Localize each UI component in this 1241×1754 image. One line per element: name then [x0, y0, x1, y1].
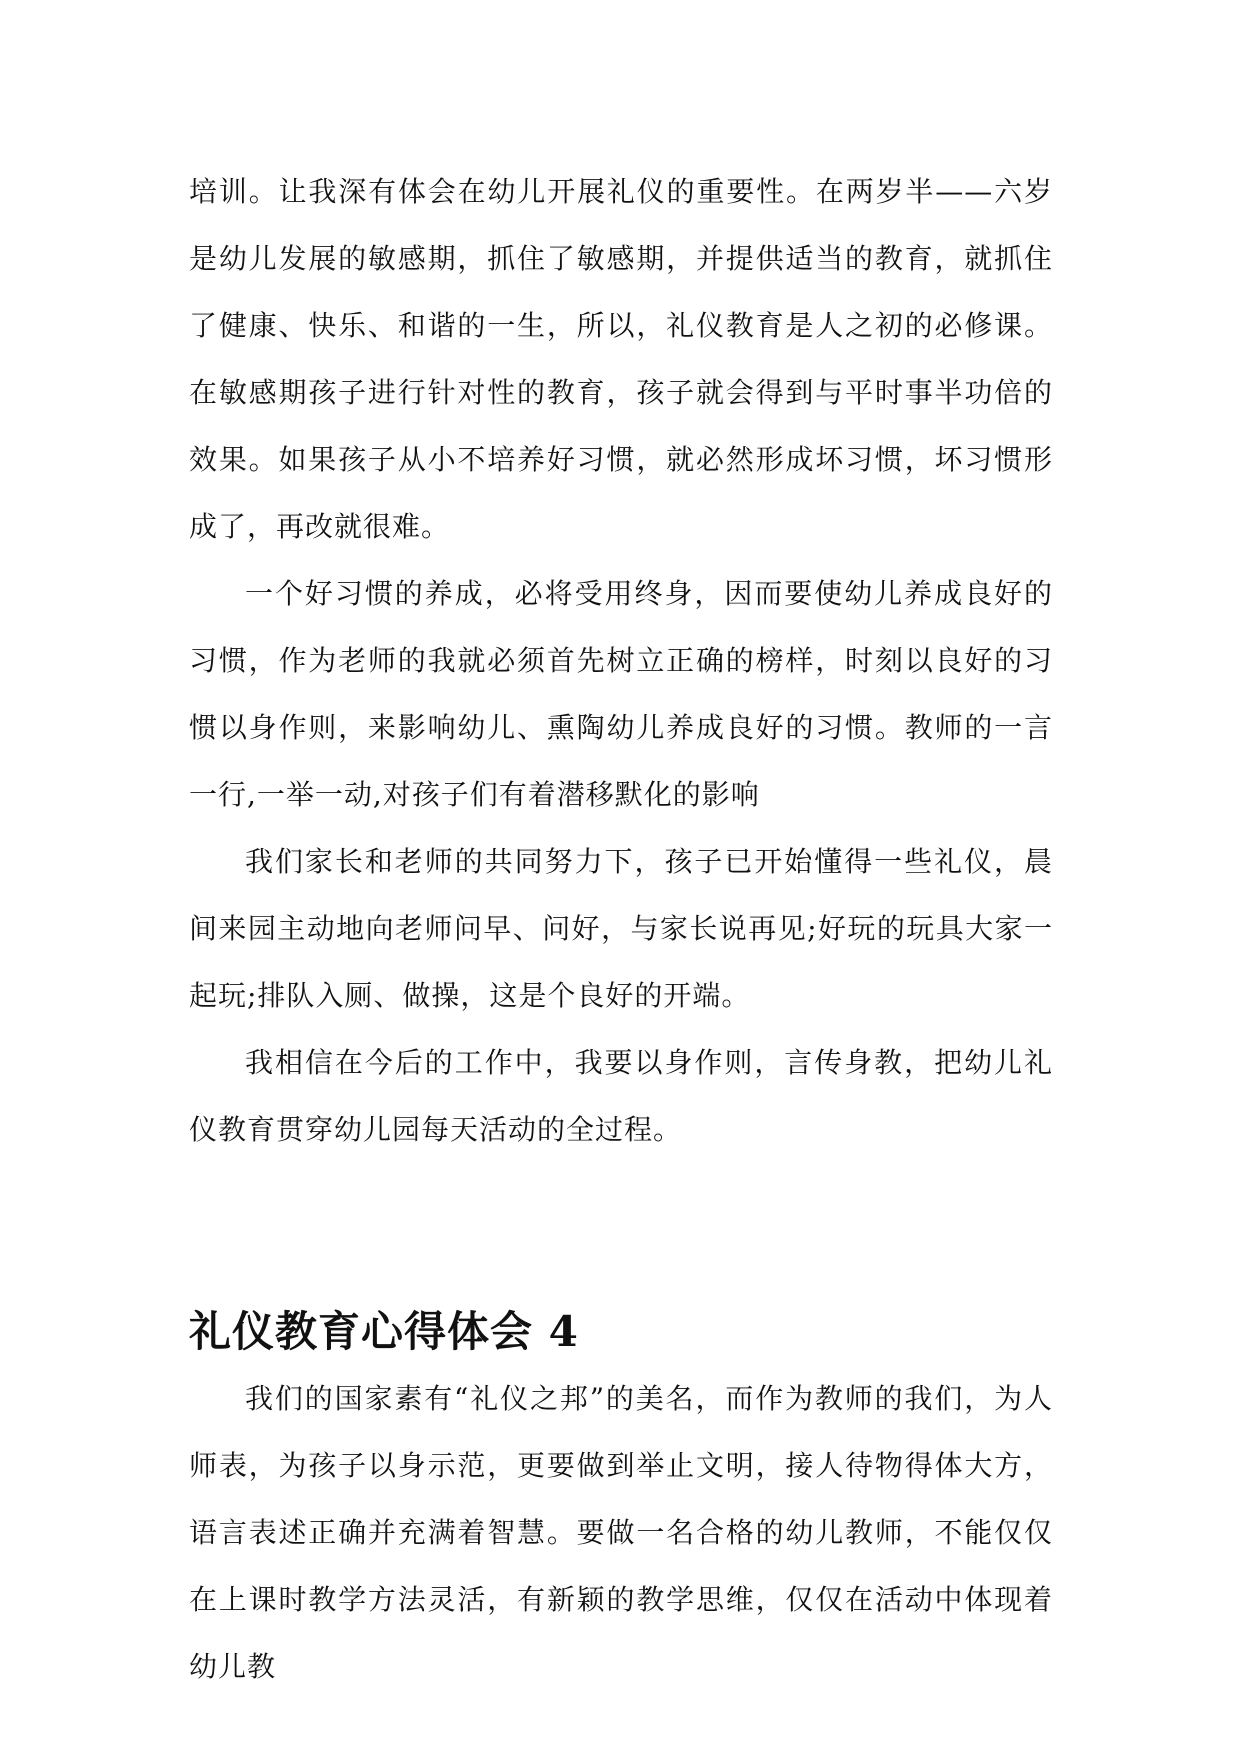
paragraph-1: 培训。让我深有体会在幼儿开展礼仪的重要性。在两岁半——六岁是幼儿发展的敏感期，抓住了敏感期，并提供适当的教育，就抓住了健康、快乐、和谐的一生，所以，礼仪教育是人之初的必修课。在敏感期孩子进行针对性的教育，孩子就会得到与平时事半功倍的效果。如果孩子从小不培养好习惯，就必然形成坏习惯，坏习惯形成了，再改就很难。: [189, 175, 1053, 543]
paragraph-3: 我们家长和老师的共同努力下，孩子已开始懂得一些礼仪，晨间来园主动地向老师问早、问好，与家长说再见;好玩的玩具大家一起玩;排队入厕、做操，这是个良好的开端。: [189, 845, 1053, 1012]
document-body: [189, 158, 1053, 1700]
paragraph-2: 一个好习惯的养成，必将受用终身，因而要使幼儿养成良好的习惯，作为老师的我就必须首先树立正确的榜样，时刻以良好的习惯以身作则，来影响幼儿、熏陶幼儿养成良好的习惯。教师的一言一行,一举一动,对孩子们有着潜移默化的影响: [189, 577, 1053, 811]
paragraph-4: 我相信在今后的工作中，我要以身作则，言传身教，把幼儿礼仪教育贯穿幼儿园每天活动的全过程。: [189, 1046, 1053, 1146]
paragraph-5: 我们的国家素有“礼仪之邦”的美名，而作为教师的我们，为人师表，为孩子以身示范，更要做到举止文明，接人待物得体大方，语言表述正确并充满着智慧。要做一名合格的幼儿教师，不能仅仅在上课时教学方法灵活，有新颖的教学思维，仅仅在活动中体现着幼儿教: [189, 1382, 1053, 1683]
section-spacer: [189, 1163, 1053, 1298]
section-heading: 礼仪教育心得体会 4: [189, 1307, 579, 1356]
